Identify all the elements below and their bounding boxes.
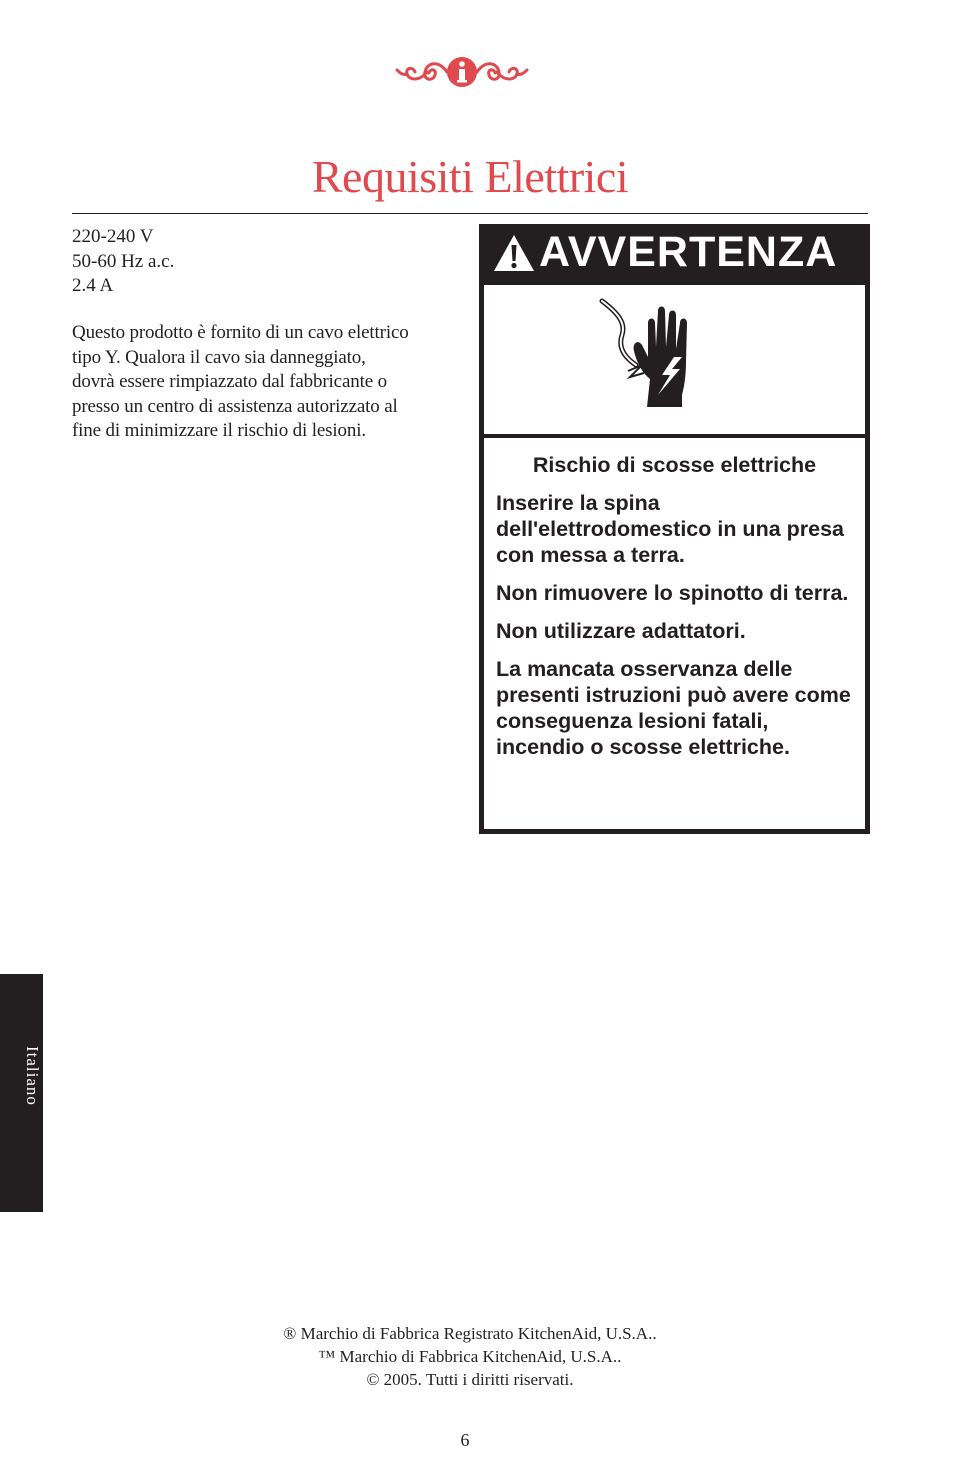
body-line: fine di minimizzare il rischio di lesioni. [72, 420, 366, 441]
warning-triangle-icon [492, 233, 536, 273]
warning-item: La mancata osservanza delle presenti istruzioni può avere come conseguenza lesioni fatali, incendio o scosse elettriche. [496, 657, 851, 759]
footer-trademarks [0, 1322, 940, 1391]
electrical-specs [72, 225, 174, 299]
current-spec: 2.4 A [72, 275, 114, 296]
warning-header [479, 224, 870, 284]
warning-item: Non rimuovere lo spinotto di terra. [496, 581, 849, 605]
warning-message [484, 438, 865, 829]
warning-item: Non utilizzare adattatori. [496, 619, 746, 643]
body-line: presso un centro di assistenza autorizzato al [72, 395, 398, 417]
warning-heading: Rischio di scosse elettriche [532, 453, 817, 477]
title-divider [72, 213, 868, 214]
page-number: 6 [460, 1430, 470, 1450]
info-ornament-icon [387, 50, 537, 90]
footer-line: ® Marchio di Fabbrica Registrato KitchenAid, U.S.A.. [283, 1324, 657, 1343]
body-line: tipo Y. Qualora il cavo sia danneggiato, [72, 346, 366, 368]
language-tab-label: Italiano [23, 1046, 42, 1106]
electric-shock-hand-icon [592, 295, 712, 420]
frequency-spec: 50-60 Hz a.c. [72, 250, 175, 272]
footer-line: © 2005. Tutti i diritti riservati. [366, 1370, 574, 1389]
warning-box [479, 224, 870, 834]
body-line: Questo prodotto è fornito di un cavo elettrico [72, 322, 409, 343]
cord-description [72, 321, 467, 444]
hazard-image-panel [484, 285, 865, 434]
warning-item: Inserire la spina dell'elettrodomestico in una presa con messa a terra. [496, 491, 844, 567]
body-line: dovrà essere rimpiazzato dal fabbricante o [72, 371, 387, 392]
footer-line: ™ Marchio di Fabbrica KitchenAid, U.S.A.. [318, 1347, 622, 1366]
page-title: Requisiti Elettrici [311, 151, 629, 202]
voltage-spec: 220-240 V [72, 226, 154, 247]
warning-title: AVVERTENZA [539, 228, 838, 276]
